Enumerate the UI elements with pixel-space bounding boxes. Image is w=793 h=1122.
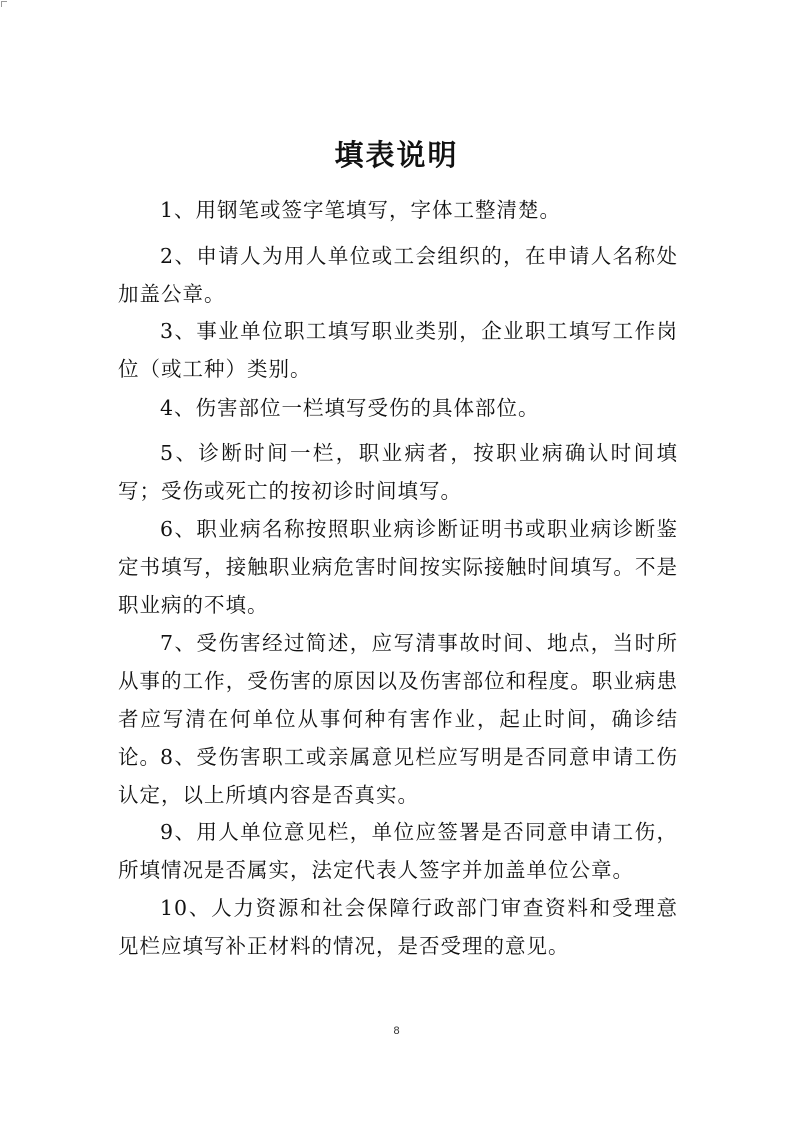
- instruction-item-9: 9、用人单位意见栏，单位应签署是否同意申请工伤，所填情况是否属实，法定代表人签字并加盖单位公章。: [118, 820, 678, 882]
- instruction-item-10: 10、人力资源和社会保障行政部门审查资料和受理意见栏应填写补正材料的情况，是否受理的意见。: [118, 896, 678, 958]
- instruction-item-2: 2、申请人为用人单位或工会组织的，在申请人名称处加盖公章。: [118, 244, 678, 306]
- instruction-item-5: 5、诊断时间一栏，职业病者，按职业病确认时间填写；受伤或死亡的按初诊时间填写。: [118, 441, 678, 503]
- instruction-item-6: 6、职业病名称按照职业病诊断证明书或职业病诊断鉴定书填写，接触职业病危害时间按实际接触时间填写。不是职业病的不填。: [118, 517, 678, 617]
- page-number: 8: [393, 1025, 400, 1037]
- instruction-item-7: 7、受伤害经过简述，应写清事故时间、地点，当时所从事的工作，受伤害的原因以及伤害部位和程度。职业病患者应写清在何单位从事何种有害作业，起止时间，确诊结论。: [118, 631, 678, 769]
- page-title: 填表说明: [334, 138, 459, 172]
- instruction-item-8: 8、受伤害职工或亲属意见栏应写明是否同意申请工伤认定，以上所填内容是否真实。: [118, 745, 678, 807]
- instruction-item-3: 3、事业单位职工填写职业类别，企业职工填写工作岗位（或工种）类别。: [118, 319, 678, 381]
- instruction-item-4: 4、伤害部位一栏填写受伤的具体部位。: [160, 396, 540, 420]
- corner-crop-mark: [1, 1, 7, 7]
- instruction-item-1: 1、用钢笔或签字笔填写，字体工整清楚。: [160, 198, 562, 222]
